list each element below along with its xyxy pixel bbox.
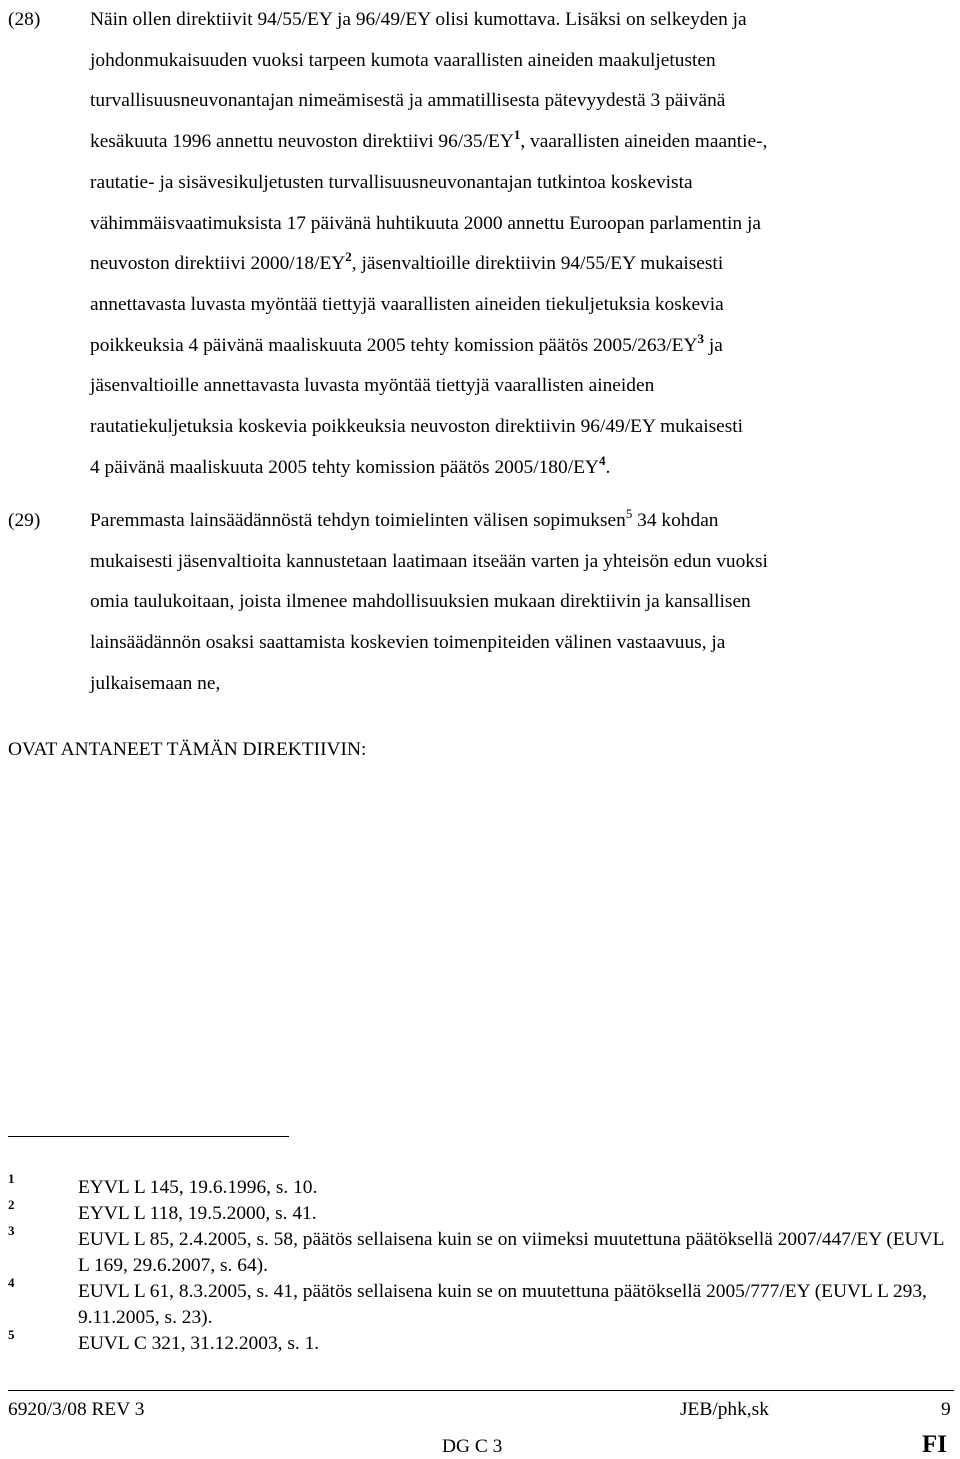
text-segment: turvallisuusneuvonantajan nimeämisestä ja ammatillisesta pätevyydestä 3 päivänä: [90, 90, 726, 112]
footnote-reference: 3: [697, 330, 704, 346]
document-reference: 6920/3/08 REV 3: [8, 1399, 145, 1420]
text-line: [90, 0, 948, 41]
page-number: 9: [941, 1399, 951, 1420]
text-segment: johdonmukaisuuden vuoksi tarpeen kumota vaarallisten aineiden maakuljetusten: [90, 49, 716, 71]
text-line: [90, 623, 948, 664]
footnote-text: EYVL L 118, 19.5.2000, s. 41.: [78, 1203, 317, 1224]
footnote-text: EUVL L 85, 2.4.2005, s. 58, päätös sellaisena kuin se on viimeksi muutettuna päätöksellä 2007/447/EY (EUVL L 169, 29.6.2007, s. 64).: [78, 1229, 944, 1276]
footnote-text: EYVL L 145, 19.6.1996, s. 10.: [78, 1177, 318, 1198]
text-segment: Paremmasta lainsäädännöstä tehdyn toimielinten välisen sopimuksen: [90, 510, 626, 531]
footnote-number: 2: [8, 1197, 15, 1212]
text-segment: kesäkuuta 1996 annettu neuvoston direktiivi 96/35/EY: [90, 131, 514, 153]
text-segment: annettavasta luvasta myöntää tiettyjä vaarallisten aineiden tiekuljetuksia koskevia: [90, 293, 724, 315]
footnote: [8, 1197, 948, 1227]
text-segment: lainsäädännön osaksi saattamista koskevien toimenpiteiden välinen vastaavuus, ja: [90, 632, 726, 654]
text-segment: Näin ollen direktiivit 94/55/EY ja 96/49/EY olisi kumottava. Lisäksi on selkeyden ja: [90, 9, 747, 30]
paragraph-28: [8, 0, 948, 488]
footnote-reference: 1: [513, 127, 521, 143]
footnote-text: EUVL C 321, 31.12.2003, s. 1.: [78, 1333, 320, 1354]
text-segment: 4 päivänä maaliskuuta 2005 tehty komission päätös 2005/180/EY: [90, 456, 599, 478]
text-line: [90, 41, 948, 82]
text-segment: 34 kohdan: [632, 510, 719, 531]
text-line: [90, 326, 948, 367]
paragraph-29: [8, 501, 948, 705]
footnote-reference: 5: [625, 506, 633, 521]
text-segment: ja: [703, 334, 723, 356]
text-line: [90, 122, 948, 163]
text-segment: neuvoston direktiivi 2000/18/EY: [90, 253, 346, 275]
footnote-separator: [8, 1136, 289, 1137]
footnote-number: 1: [8, 1171, 15, 1186]
text-line: [90, 582, 948, 623]
footnote: [8, 1327, 948, 1357]
footnote: [8, 1171, 948, 1201]
footnote-text: EUVL L 61, 8.3.2005, s. 41, päätös sellaisena kuin se on muutettuna päätöksellä 2005/777/EY (EUVL L 293, 9.11.2005, s. 23).: [78, 1281, 927, 1328]
text-segment: rautatie- ja sisävesikuljetusten turvallisuusneuvonantajan tutkintoa koskevista: [90, 171, 693, 193]
text-segment: vähimmäisvaatimuksista 17 päivänä huhtikuuta 2000 annettu Euroopan parlamentin ja: [90, 212, 761, 234]
author-initials: JEB/phk,sk: [680, 1399, 769, 1420]
text-segment: , vaarallisten aineiden maantie-,: [520, 131, 768, 153]
text-line: [90, 542, 948, 583]
text-line: [90, 448, 948, 489]
text-line: [90, 244, 948, 285]
footer-rule: [8, 1390, 954, 1391]
text-line: [90, 163, 948, 204]
text-segment: .: [605, 456, 611, 478]
text-line: [90, 501, 948, 542]
text-segment: poikkeuksia 4 päivänä maaliskuuta 2005 tehty komission päätös 2005/263/EY: [90, 334, 698, 356]
footnote-number: 4: [8, 1275, 15, 1290]
footnote: [8, 1223, 948, 1279]
text-line: [90, 407, 948, 448]
paragraph-body: [90, 0, 948, 488]
text-segment: julkaisemaan ne,: [90, 672, 221, 694]
text-segment: rautatiekuljetuksia koskevia poikkeuksia neuvoston direktiivin 96/49/EY mukaisesti: [90, 416, 744, 438]
text-segment: mukaisesti jäsenvaltioita kannustetaan laatimaan itseään varten ja yhteisön edun vuoksi: [90, 550, 768, 572]
text-line: [90, 81, 948, 122]
text-segment: , jäsenvaltioille direktiivin 94/55/EY mukaisesti: [351, 253, 724, 275]
footnote-reference: 2: [345, 249, 352, 265]
enacting-formula: OVAT ANTANEET TÄMÄN DIREKTIIVIN:: [8, 739, 367, 760]
paragraph-body: [90, 501, 948, 705]
paragraph-number: (29): [8, 510, 41, 531]
text-line: [90, 285, 948, 326]
text-line: [90, 366, 948, 407]
footnote-reference: 4: [598, 452, 606, 468]
footnote-number: 3: [8, 1223, 15, 1238]
footnotes: [8, 1171, 948, 1357]
footnote-number: 5: [8, 1327, 15, 1342]
text-segment: jäsenvaltioille annettavasta luvasta myöntää tiettyjä vaarallisten aineiden: [90, 375, 655, 397]
text-line: [90, 664, 948, 705]
text-segment: omia taulukoitaan, joista ilmenee mahdollisuuksien mukaan direktiivin ja kansallisen: [90, 591, 751, 613]
language-code: FI: [922, 1431, 947, 1458]
text-line: [90, 204, 948, 245]
directorate: DG C 3: [442, 1436, 503, 1457]
footnote: [8, 1275, 948, 1331]
paragraph-number: (28): [8, 9, 41, 30]
